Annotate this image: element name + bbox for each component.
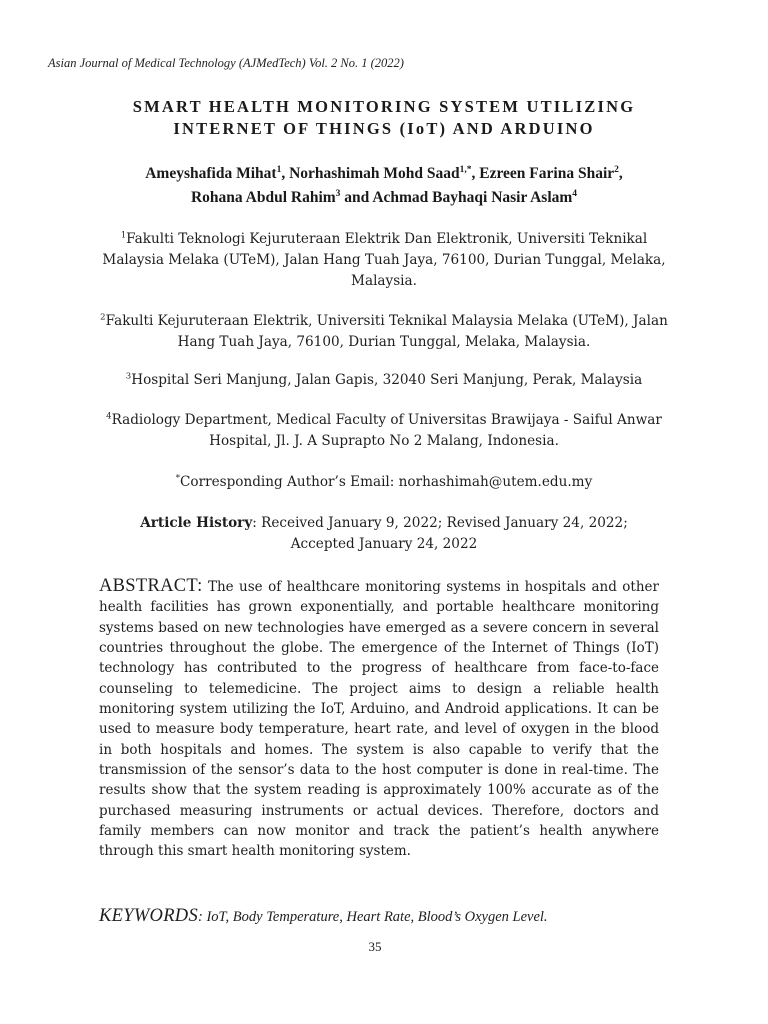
author-line-2 <box>60 186 708 210</box>
title-line-2: INTERNET OF THINGS (IoT) AND ARDUINO <box>173 119 595 138</box>
abstract-text: The use of healthcare monitoring systems in hospitals and other health facilities has grown exponentially, and portable healthcare monitoring systems based on new technologies have emerged as a severe concern in several countries throughout the globe. The emergence of the Internet of Things (IoT) technology has contributed to the progress of healthcare from face-to-face counseling to telemedicine. The project aims to design a reliable health monitoring system utilizing the IoT, Arduino, and Android applications. It can be used to measure body temperature, heart rate, and level of oxygen in the blood in both hospitals and homes. The system is also capable to verify that the transmission of the sensor’s data to the host computer is done in real-time. The results show that the system reading is approximately 100% accurate as of the purchased measuring instruments or actual devices. Therefore, doctors and family members can now monitor and track the patient’s health anywhere through this smart health monitoring system. <box>99 579 659 860</box>
author-3: Ezreen Farina Shair <box>479 165 615 182</box>
affiliation-1: $^1$Fakulti Teknologi Kejuruteraan Elektrik Dan Elektronik, Universiti Teknikal Malaysia Melaka (UTeM), Jalan Hang Tuah Jaya, 76100, Durian Tunggal, Melaka, Malaysia. <box>102 230 666 289</box>
email-text: Corresponding Author’s Email: norhashimah@utem.edu.my <box>179 474 593 490</box>
keywords-text: : IoT, Body Temperature, Heart Rate, Blood’s Oxygen Level. <box>198 909 548 925</box>
author-5: Achmad Bayhaqi Nasir Aslam <box>372 189 573 206</box>
article-history: Article History: Received January 9, 2022; Revised January 24, 2022; Accepted January 24, 2022 <box>140 515 628 552</box>
affiliation-3-sup: 3 <box>125 371 132 382</box>
email-sup: * <box>175 473 180 484</box>
author-2-sup: 1,* <box>459 164 472 175</box>
history-label: Article History <box>140 515 253 531</box>
author-list <box>60 162 708 210</box>
affiliation-2: $^2$Fakulti Kejuruteraan Elektrik, Universiti Teknikal Malaysia Melaka (UTeM), Jalan Hang Tuah Jaya, 76100, Durian Tunggal, Melaka, Malaysia. <box>100 312 668 350</box>
affiliation-4: $^4$Radiology Department, Medical Faculty of Universitas Brawijaya - Saiful Anwar Hospital, Jl. J. A Suprapto No 2 Malang, Indonesia. <box>106 411 662 449</box>
abstract: ABSTRACT: The use of healthcare monitoring systems in hospitals and other health facilities has grown exponentially, and portable healthcare monitoring systems based on new technologies have emerged as a severe concern in several countries throughout the globe. The emergence of the Internet of Things (IoT) technology has contributed to the progress of healthcare from face-to-face counseling to telemedicine. The project aims to design a reliable health monitoring system utilizing the IoT, Arduino, and Android applications. It can be used to measure body temperature, heart rate, and level of oxygen in the blood in both hospitals and homes. The system is also capable to verify that the transmission of the sensor’s data to the host computer is done in real-time. The results show that the system reading is approximately 100% accurate as of the purchased measuring instruments or actual devices. Therefore, doctors and family members can now monitor and track the patient’s health anywhere through this smart health monitoring system. <box>99 576 659 860</box>
title-line-1: SMART HEALTH MONITORING SYSTEM UTILIZING <box>132 97 636 116</box>
author-1: Ameyshafida Mihat <box>145 165 277 182</box>
paper-title <box>60 96 708 140</box>
author-4-sup: 3 <box>335 188 341 199</box>
author-line-1: Ameyshafida Mihat$^1$, Norhashimah Mohd Saad$^{1,*}$, Ezreen Farina Shair$^2$, <box>145 164 623 182</box>
abstract-label: ABSTRACT <box>99 576 198 596</box>
author-3-sup: 2 <box>614 164 619 175</box>
keywords <box>99 906 679 927</box>
author-and: and <box>344 189 370 206</box>
affiliation-4-sup: 4 <box>106 411 112 422</box>
affiliation-1-sup: 1 <box>120 230 127 241</box>
author-5-sup: 4 <box>572 188 578 199</box>
author-1-sup: 1 <box>276 164 282 175</box>
journal-header: Asian Journal of Medical Technology (AJMedTech) Vol. 2 No. 1 (2022) <box>48 56 404 70</box>
author-2: Norhashimah Mohd Saad <box>289 165 460 182</box>
corresponding-email <box>70 472 698 493</box>
page-number: 35 <box>368 939 382 954</box>
affiliation-3: $^3$Hospital Seri Manjung, Jalan Gapis, 32040 Seri Manjung, Perak, Malaysia <box>125 371 643 388</box>
affiliation-2-sup: 2 <box>100 312 106 323</box>
author-4: Rohana Abdul Rahim <box>190 189 336 206</box>
keywords-label: KEYWORDS <box>99 906 199 926</box>
